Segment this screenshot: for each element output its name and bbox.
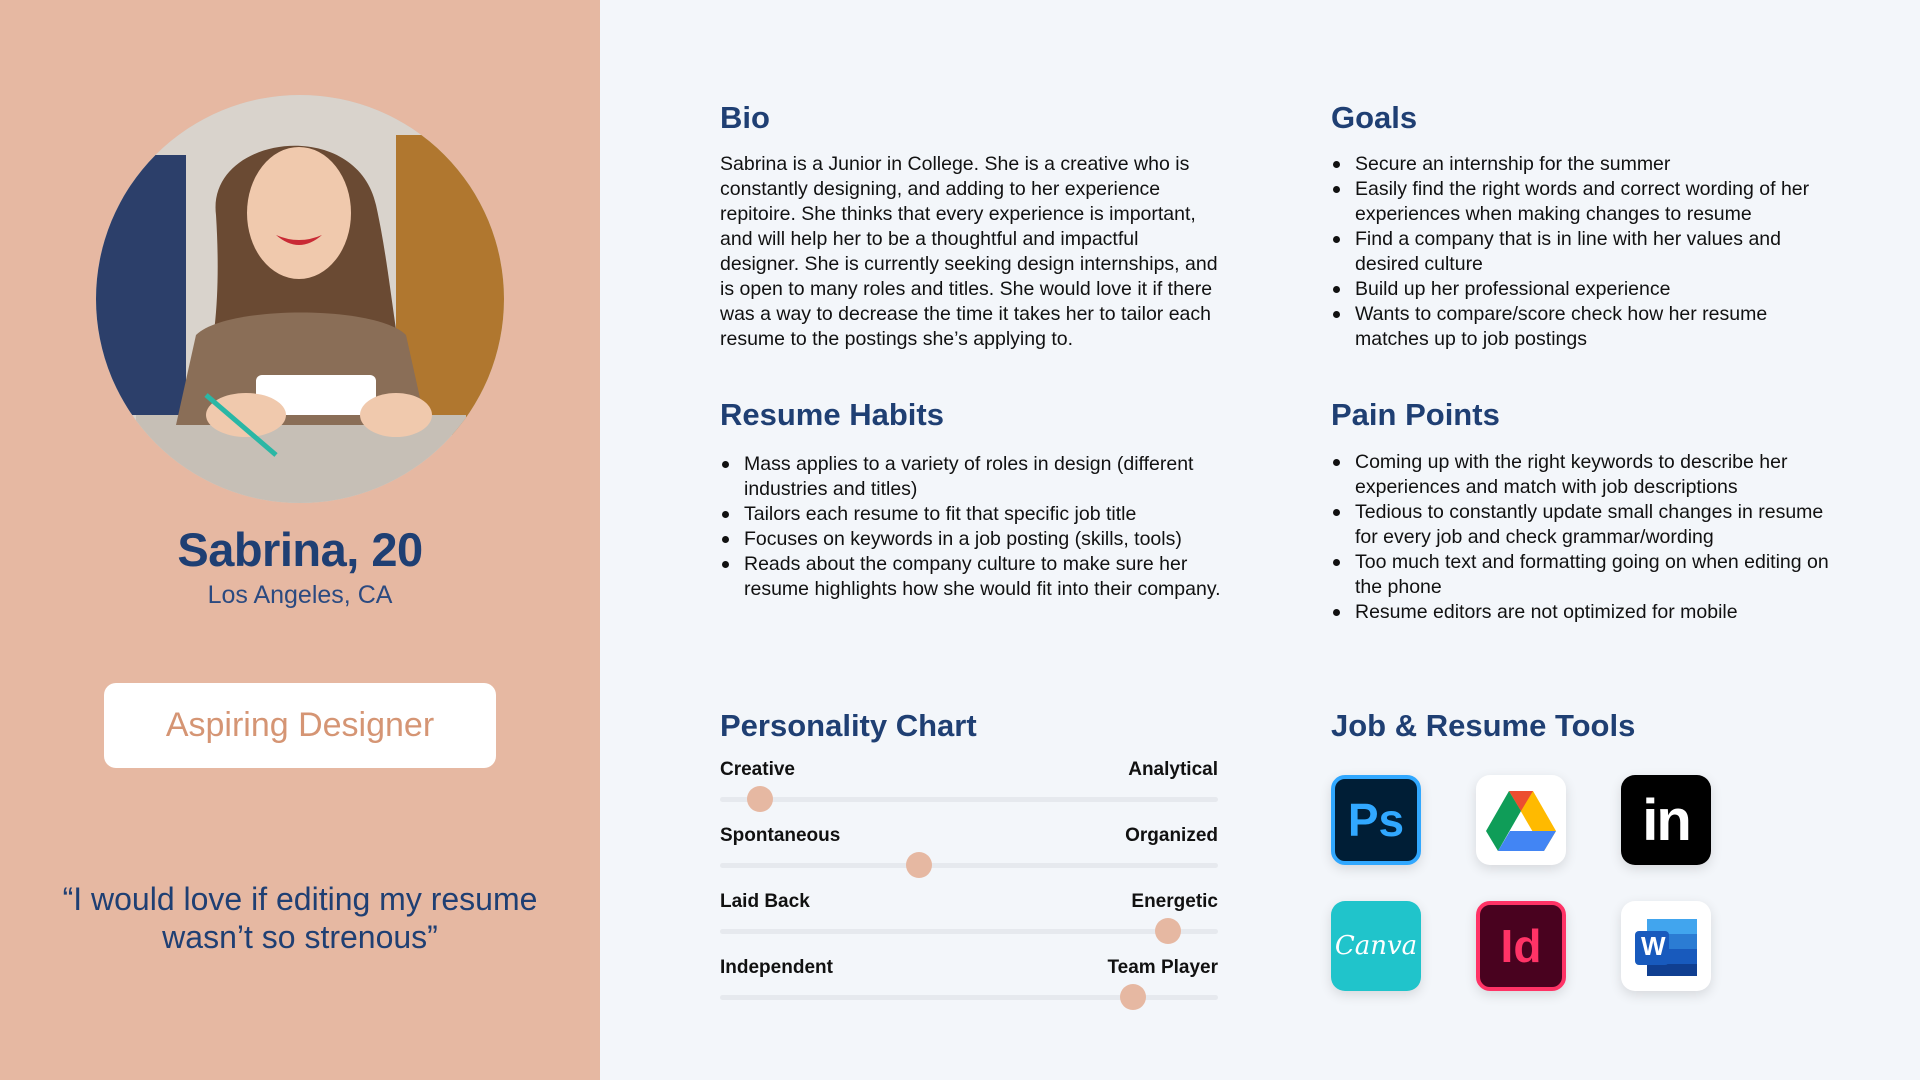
word-label: W	[1641, 931, 1666, 961]
trait-row	[720, 953, 1218, 1019]
linkedin-label: in	[1642, 787, 1690, 853]
trait-right-label: Team Player	[1107, 957, 1218, 978]
google-drive-glyph	[1486, 789, 1556, 851]
trait-left-label: Spontaneous	[720, 825, 841, 846]
canva-label: Canva	[1334, 931, 1418, 961]
list-item: Coming up with the right keywords to describe her experiences and match with job descriptions	[1331, 450, 1831, 500]
list-item: Easily find the right words and correct wording of her experiences when making changes to resume	[1331, 177, 1821, 227]
google-drive-icon	[1476, 775, 1566, 865]
pain-points-title: Pain Points	[1331, 397, 1500, 432]
list-item: Too much text and formatting going on when editing on the phone	[1331, 550, 1831, 600]
tools-title: Job & Resume Tools	[1331, 708, 1636, 743]
trait-thumb	[1120, 984, 1146, 1010]
trait-track	[720, 863, 1218, 868]
photoshop-label: Ps	[1347, 794, 1405, 846]
list-item: Find a company that is in line with her values and desired culture	[1331, 227, 1821, 277]
role-badge: Aspiring Designer	[104, 683, 496, 768]
avatar	[96, 95, 504, 503]
trait-left-label: Creative	[720, 759, 795, 780]
word-icon	[1621, 901, 1711, 991]
photoshop-icon	[1331, 775, 1421, 865]
list-item: Build up her professional experience	[1331, 277, 1821, 302]
trait-left-label: Independent	[720, 957, 833, 978]
bio-title: Bio	[720, 100, 770, 135]
persona-panel	[0, 0, 600, 1080]
trait-row	[720, 821, 1218, 887]
trait-row	[720, 755, 1218, 821]
persona-location: Los Angeles, CA	[207, 581, 393, 609]
trait-row	[720, 887, 1218, 953]
list-item: Reads about the company culture to make sure her resume highlights how she would fit into their company.	[720, 552, 1245, 602]
list-item: Resume editors are not optimized for mobile	[1331, 600, 1831, 625]
bio-text: Sabrina is a Junior in College. She is a creative who is constantly designing, and adding to her experience repitoire. She thinks that every experience is important, and will help her to be a thoughtful and impactful designer. She is currently seeking design internships, and is open to many roles and titles. She would love it if there was a way to decrease the time it takes her to tailor each resume to the postings she’s applying to.	[720, 153, 1218, 350]
persona-photo	[96, 95, 504, 503]
trait-track	[720, 929, 1218, 934]
goals-list	[1331, 152, 1821, 352]
list-item: Focuses on keywords in a job posting (skills, tools)	[720, 527, 1245, 552]
trait-thumb	[1155, 918, 1181, 944]
goals-title: Goals	[1331, 100, 1418, 135]
persona-quote: “I would love if editing my resume wasn’t so strenous”	[62, 881, 538, 955]
trait-right-label: Analytical	[1128, 759, 1218, 780]
indesign-label: Id	[1500, 920, 1542, 972]
list-item: Wants to compare/score check how her resume matches up to job postings	[1331, 302, 1821, 352]
trait-track	[720, 797, 1218, 802]
list-item: Mass applies to a variety of roles in design (different industries and titles)	[720, 452, 1245, 502]
trait-left-label: Laid Back	[720, 891, 810, 912]
personality-chart	[720, 755, 1218, 1019]
trait-right-label: Organized	[1125, 825, 1218, 846]
resume-habits-title: Resume Habits	[720, 397, 944, 432]
persona-name: Sabrina, 20	[177, 523, 423, 576]
list-item: Secure an internship for the summer	[1331, 152, 1821, 177]
personality-title: Personality Chart	[720, 708, 977, 743]
trait-thumb	[906, 852, 932, 878]
trait-right-label: Energetic	[1131, 891, 1218, 912]
list-item: Tailors each resume to fit that specific job title	[720, 502, 1245, 527]
resume-habits-list	[720, 452, 1245, 602]
indesign-icon	[1476, 901, 1566, 991]
linkedin-icon	[1621, 775, 1711, 865]
trait-thumb	[747, 786, 773, 812]
list-item: Tedious to constantly update small changes in resume for every job and check grammar/wording	[1331, 500, 1831, 550]
pain-points-list	[1331, 450, 1831, 625]
canva-icon	[1331, 901, 1421, 991]
